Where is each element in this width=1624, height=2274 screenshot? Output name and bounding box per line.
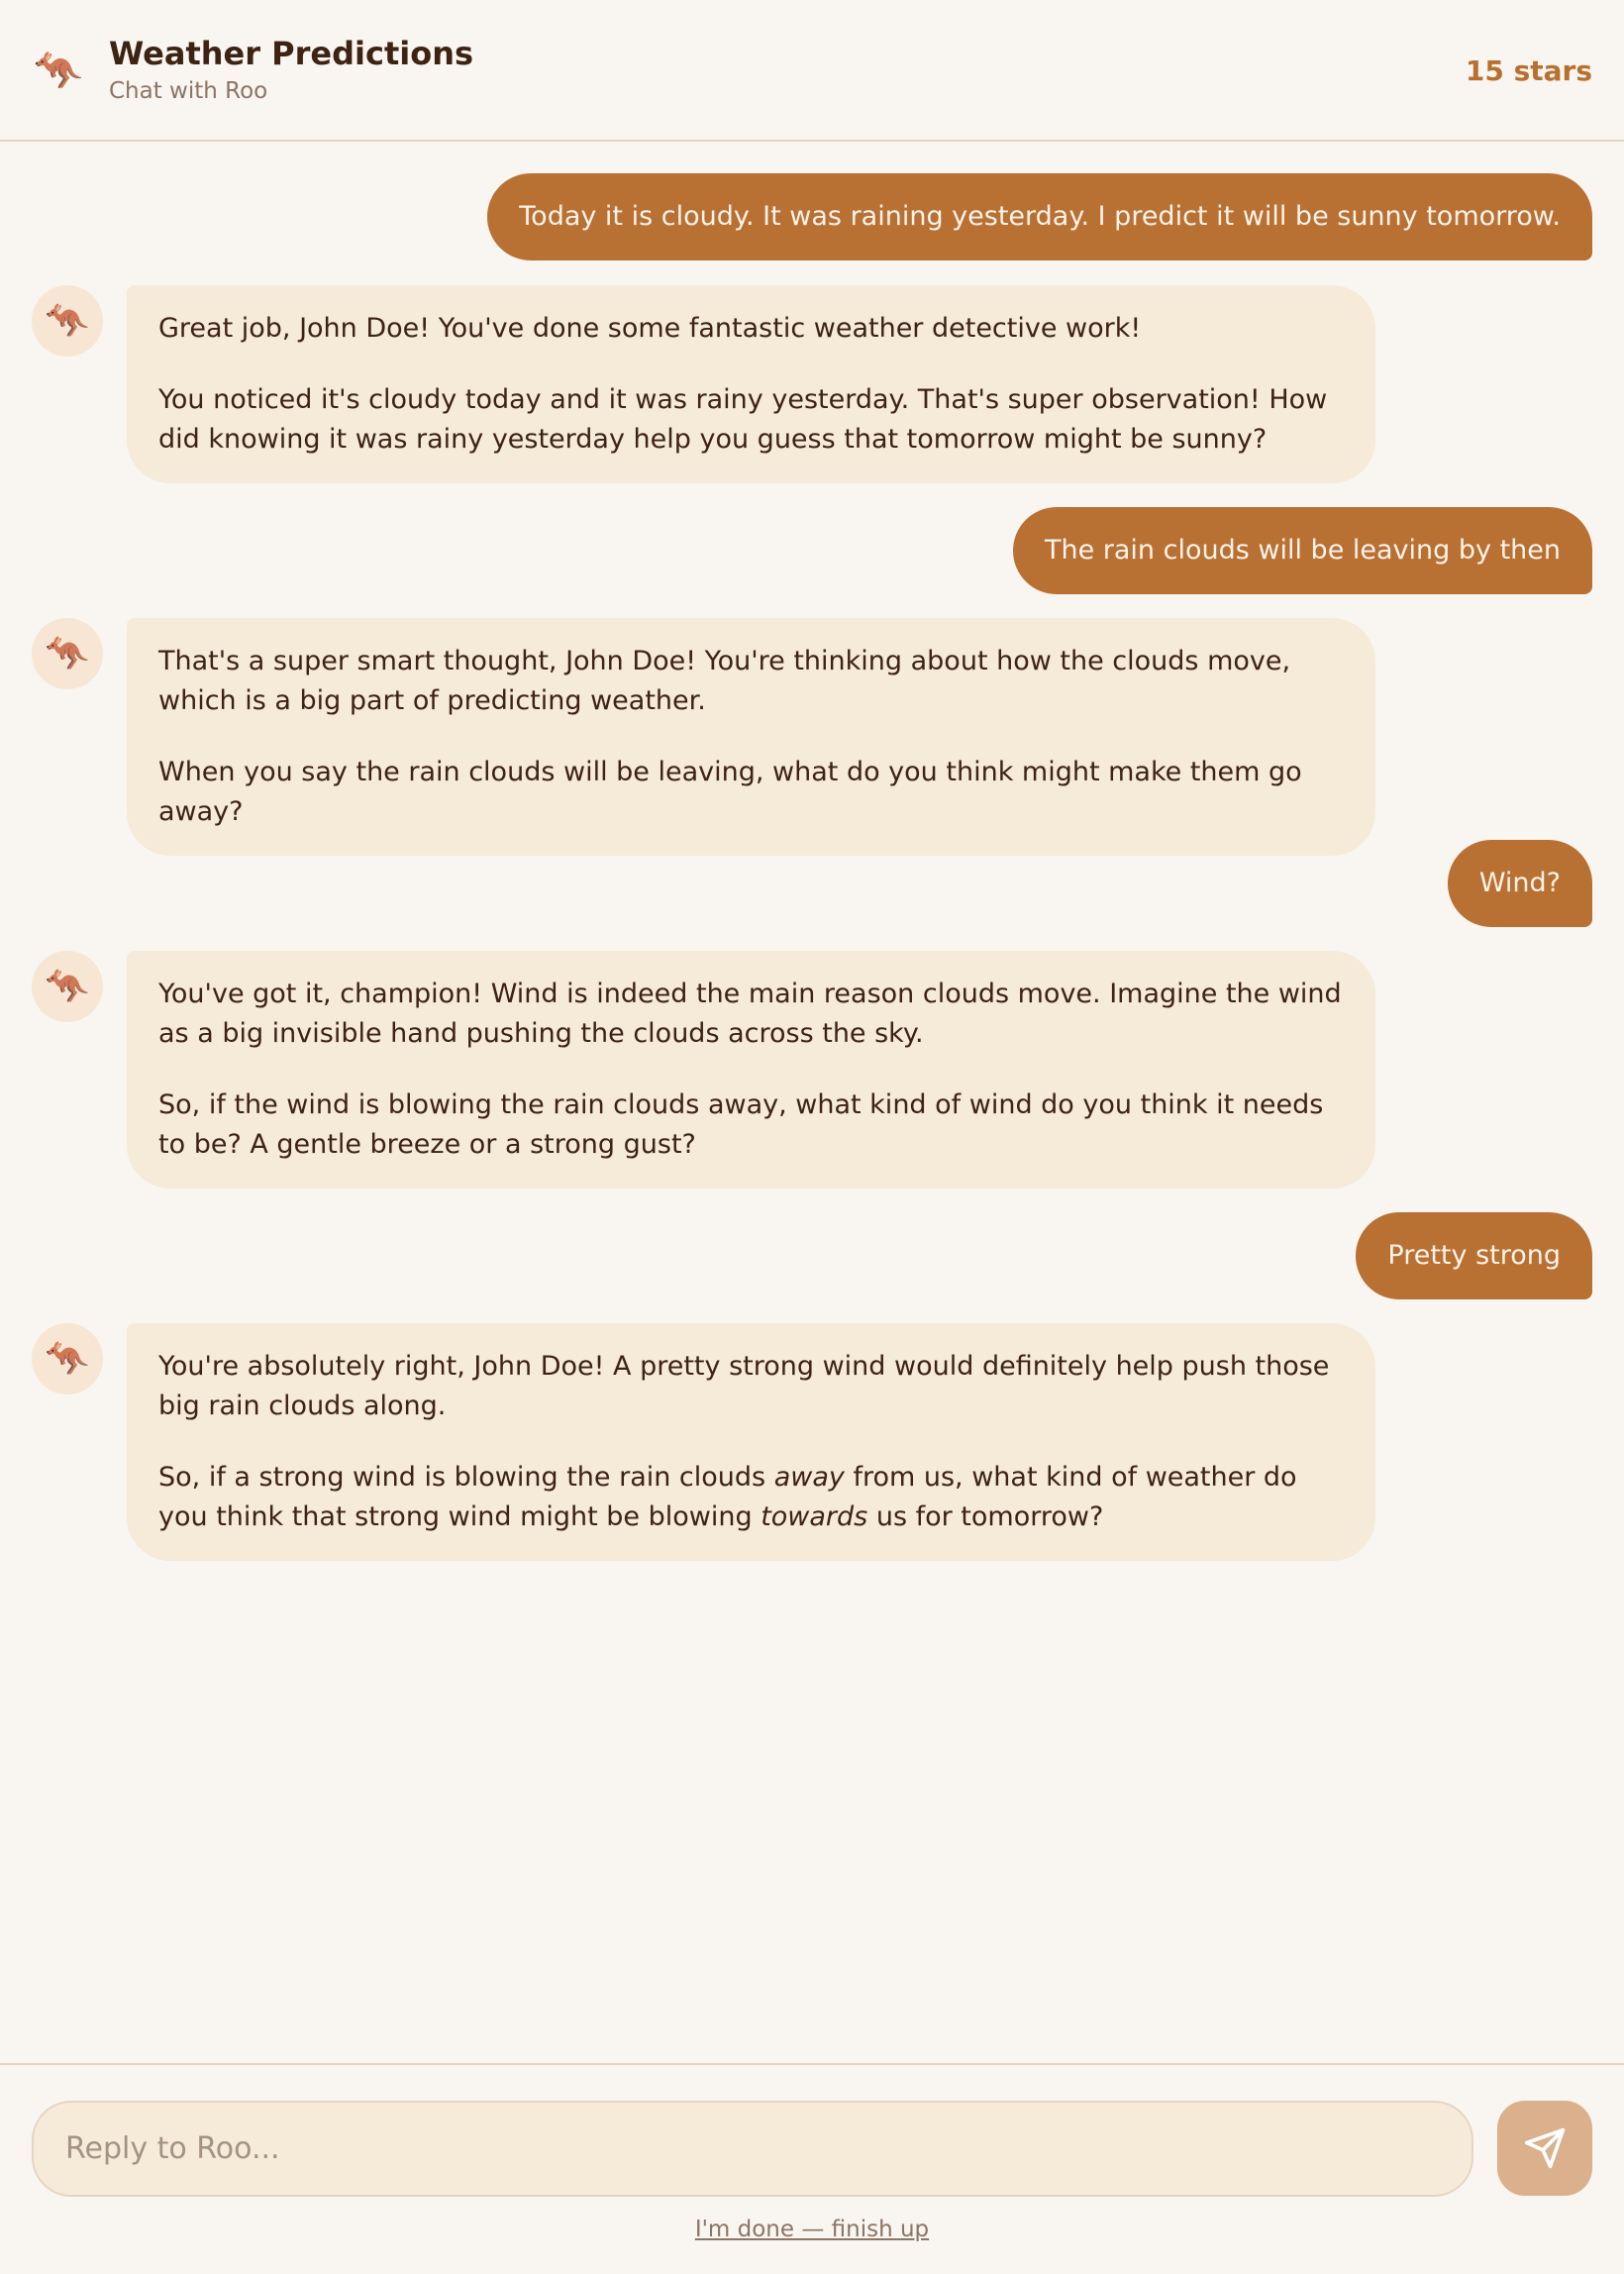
kangaroo-icon: 🦘 [32, 951, 103, 1022]
kangaroo-icon: 🦘 [34, 48, 83, 94]
reply-input[interactable] [32, 2101, 1473, 2197]
finish-link[interactable]: I'm done — finish up [694, 2217, 930, 2242]
message-row-user [0, 840, 1624, 926]
bot-message [127, 951, 1375, 1189]
message-row-bot [0, 285, 1624, 482]
page-subtitle: Chat with Roo [109, 78, 268, 104]
text-span: from us, what kind of weather do you think that strong wind might be blowing [158, 1462, 1297, 1532]
emphasis-text: towards [761, 1501, 868, 1532]
send-button[interactable] [1497, 2101, 1592, 2196]
header-titles [109, 34, 473, 107]
page-title: Weather Predictions [109, 35, 474, 72]
bot-message-paragraph: You've got it, champion! Wind is indeed the main reason clouds move. Imagine the wind as a big invisible hand pushing the clouds across the sky. [158, 979, 1342, 1049]
composer [0, 2063, 1624, 2274]
bot-message-paragraph: You noticed it's cloudy today and it was rainy yesterday. That's super observation! How did knowing it was rainy yesterday help you guess that tomorrow might be sunny? [158, 384, 1328, 455]
bot-message [127, 285, 1375, 483]
kangaroo-icon: 🦘 [32, 618, 103, 689]
text-span: So, if a strong wind is blowing the rain clouds [158, 1462, 774, 1493]
emphasis-text: away [773, 1462, 845, 1493]
bot-message-paragraph [158, 1458, 1344, 1537]
stars-count: 15 stars [1465, 54, 1592, 87]
user-message: The rain clouds will be leaving by then [1013, 507, 1592, 594]
bot-message-paragraph: You're absolutely right, John Doe! A pretty strong wind would definitely help push those big rain clouds along. [158, 1351, 1330, 1421]
bot-message-paragraph: So, if the wind is blowing the rain clouds away, what kind of wind do you think it needs to be? A gentle breeze or a strong gust? [158, 1089, 1324, 1160]
bot-message [127, 618, 1375, 856]
user-message: Today it is cloudy. It was raining yesterday. I predict it will be sunny tomorrow. [487, 173, 1592, 260]
kangaroo-icon: 🦘 [32, 285, 103, 357]
bot-message-paragraph: When you say the rain clouds will be leaving, what do you think might make them go away? [158, 757, 1302, 827]
bot-message-paragraph: Great job, John Doe! You've done some fantastic weather detective work! [158, 313, 1142, 344]
chat-header [0, 0, 1624, 142]
message-row-bot [0, 618, 1624, 827]
kangaroo-icon: 🦘 [32, 1323, 103, 1395]
send-icon [1523, 2126, 1567, 2170]
bot-message [127, 1323, 1375, 1561]
text-span: us for tomorrow? [867, 1501, 1104, 1532]
message-row-user [0, 1212, 1624, 1298]
message-row-user [0, 507, 1624, 593]
user-message: Pretty strong [1356, 1212, 1592, 1299]
bot-message-paragraph: That's a super smart thought, John Doe! You're thinking about how the clouds move, which is a big part of predicting weather. [158, 646, 1291, 716]
message-row-bot [0, 1323, 1624, 1561]
message-row-user [0, 173, 1624, 259]
chat-messages[interactable] [0, 142, 1624, 2063]
message-row-bot [0, 951, 1624, 1189]
user-message: Wind? [1448, 840, 1592, 927]
